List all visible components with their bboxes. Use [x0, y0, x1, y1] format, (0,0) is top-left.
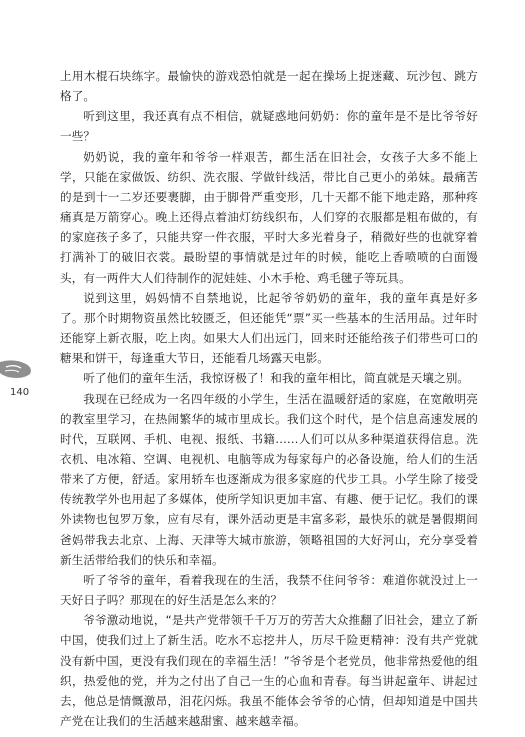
page-number: 140 [10, 387, 30, 398]
paragraph: 听了爷爷的童年，看着我现在的生活，我禁不住问爷爷：难道你就没过上一天好日子吗？那现在的好生活是怎么来的？ [60, 572, 478, 608]
paragraph: 听了他们的童年生活，我惊讶极了！和我的童年相比，简直就是天壤之别。 [83, 371, 470, 386]
paragraph: 奶奶说，我的童年和爷爷一样艰苦，都生活在旧社会，女孩子大多不能上学，只能在家做饭、纺织、洗衣服、学做针线活，带比自己更小的弟妹。最痛苦的是到十一二岁还要裹脚，由于脚骨严重变形，几十天都不能下地走路，那种疼痛真是万箭穿心。晚上还得点着油灯纺线织布，人们穿的衣服都是粗布做的，有的家庭孩子多了，只能共穿一件衣服，平时大多光着身子，稍微好些的也就穿着打满补丁的破旧衣裳。最盼望的事情就是过年的时候，能吃上香喷喷的白面馒头，有一两件大人们待制作的泥娃娃、小木手枪、鸡毛毽子等玩具。 [60, 149, 478, 285]
paragraph: 上用木棍石块练字。最愉快的游戏恐怕就是一起在操场上捉迷藏、玩沙包、跳方格了。 [60, 69, 478, 104]
page-corner-decoration-icon [0, 358, 40, 380]
paragraph: 说到这里，妈妈情不自禁地说，比起爷爷奶奶的童年，我的童年真是好多了。那个时期物资虽然比较匮乏，但还能凭“票”买一些基本的生活用品。过年时还能穿上新衣服，吃上肉。如果大人们出远门，回来时还能给孩子们带些可口的糖果和饼干，每逢重大节日，还能看几场露天电影。 [60, 290, 478, 366]
paragraph: 我现在已经成为一名四年级的小学生，生活在温暖舒适的家庭，在宽敞明亮的教室里学习，在热闹繁华的城市里成长。我们这个时代，是个信息高速发展的时代，互联网、手机、电视、报纸、书籍……人们可以从多种渠道获得信息。洗衣机、电冰箱、空调、电视机、电脑等成为每家每户的必备设施，给人们的生活带来了方便，舒适。家用轿车也逐渐成为很多家庭的代步工具。小学生除了接受传统教学外也用起了多媒体，使所学知识更加丰富、有趣、便于记忆。我们的课外读物也包罗万象，应有尽有，课外活动更是丰富多彩，最快乐的就是暑假期间爸妈带我去北京、上海、天津等大城市旅游，领略祖国的大好河山，充分享受着新生活带给我们的快乐和幸福。 [60, 391, 478, 567]
paragraph: 听到这里，我还真有点不相信，就疑惑地问奶奶：你的童年是不是比爷爷好一些？ [60, 109, 478, 144]
paragraph: 爷爷激动地说，“是共产党带领千千万万的劳苦大众推翻了旧社会，建立了新中国，使我们过上了新生活。吃水不忘挖井人，历尽千险更精神：没有共产党就没有新中国，更没有我们现在的幸福生活！”爷爷是个老党员，他非常热爱他的组织，热爱他的党，并为之付出了自己一生的心血和青春。每当讲起童年、讲起过去，他总是情慨激昂，泪花闪烁。我虽不能体会爷爷的心情，但却知道是中国共产党在让我们的生活越来越甜蜜、越来越幸福。 [60, 613, 478, 728]
body-text [60, 66, 478, 731]
